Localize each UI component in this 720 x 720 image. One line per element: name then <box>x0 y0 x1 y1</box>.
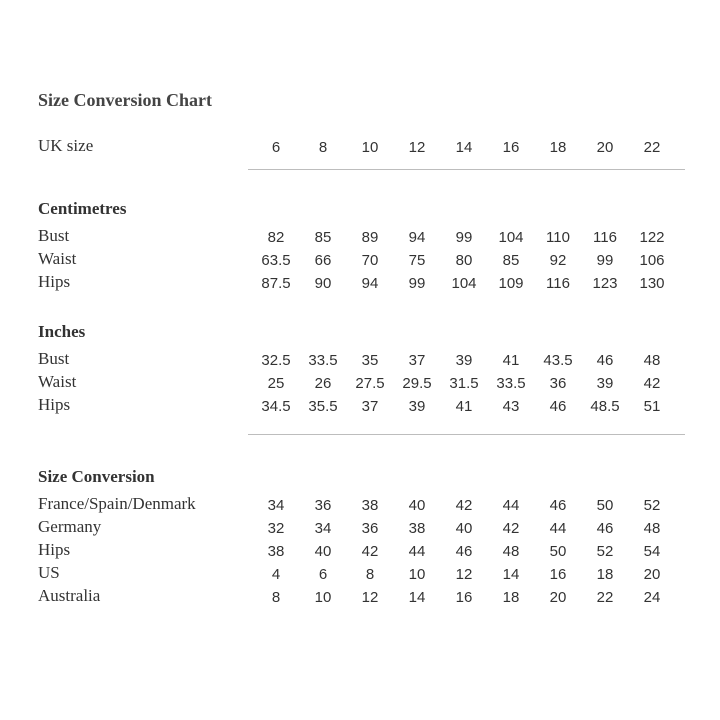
table-cell: 36 <box>314 497 332 514</box>
table-cell: 99 <box>408 275 426 292</box>
table-cell: 46 <box>596 520 614 537</box>
table-cell: 41 <box>502 352 520 369</box>
table-cell: 43.5 <box>543 352 573 369</box>
row-label: Waist <box>38 372 77 391</box>
table-cell: 4 <box>271 566 281 583</box>
table-cell: 8 <box>365 566 375 583</box>
table-row <box>0 494 720 516</box>
row-label: Hips <box>38 395 71 414</box>
table-cell: 70 <box>361 252 379 269</box>
table-cell: 10 <box>408 566 426 583</box>
table-cell: 106 <box>639 252 665 269</box>
table-cell: 22 <box>596 589 614 606</box>
table-cell: 44 <box>549 520 567 537</box>
table-cell: 29.5 <box>402 375 432 392</box>
table-row <box>0 517 720 539</box>
table-cell: 48 <box>643 520 661 537</box>
table-cell: 51 <box>643 398 661 415</box>
table-cell: 94 <box>408 229 426 246</box>
table-cell: 48.5 <box>590 398 620 415</box>
table-cell: 99 <box>455 229 473 246</box>
table-cell: 44 <box>502 497 520 514</box>
row-label: US <box>38 563 60 582</box>
divider <box>248 169 685 170</box>
table-cell: 40 <box>408 497 426 514</box>
table-cell: 75 <box>408 252 426 269</box>
table-cell: 63.5 <box>261 252 291 269</box>
table-cell: 130 <box>639 275 665 292</box>
section-heading-inches: Inches <box>38 322 86 341</box>
table-row <box>0 563 720 585</box>
table-cell: 6 <box>318 566 328 583</box>
table-cell: 38 <box>361 497 379 514</box>
table-cell: 42 <box>455 497 473 514</box>
table-row <box>0 349 720 371</box>
table-cell: 94 <box>361 275 379 292</box>
table-cell: 35 <box>361 352 379 369</box>
table-cell: 10 <box>314 589 332 606</box>
row-label: Bust <box>38 226 70 245</box>
table-cell: 90 <box>314 275 332 292</box>
table-cell: 6 <box>271 139 281 156</box>
table-cell: 33.5 <box>308 352 338 369</box>
table-cell: 14 <box>502 566 520 583</box>
table-cell: 46 <box>596 352 614 369</box>
table-cell: 54 <box>643 543 661 560</box>
table-row <box>0 540 720 562</box>
table-cell: 37 <box>361 398 379 415</box>
table-row <box>0 372 720 394</box>
table-cell: 50 <box>549 543 567 560</box>
row-label: Hips <box>38 540 71 559</box>
table-cell: 34 <box>314 520 332 537</box>
table-cell: 32 <box>267 520 285 537</box>
table-cell: 33.5 <box>496 375 526 392</box>
table-cell: 48 <box>643 352 661 369</box>
table-cell: 39 <box>408 398 426 415</box>
table-cell: 38 <box>267 543 285 560</box>
table-cell: 85 <box>314 229 332 246</box>
table-cell: 24 <box>643 589 661 606</box>
table-cell: 85 <box>502 252 520 269</box>
table-cell: 80 <box>455 252 473 269</box>
table-cell: 16 <box>502 139 520 156</box>
row-label: UK size <box>38 136 94 155</box>
table-cell: 20 <box>549 589 567 606</box>
table-cell: 16 <box>455 589 473 606</box>
table-cell: 46 <box>549 497 567 514</box>
table-cell: 42 <box>502 520 520 537</box>
table-row <box>0 226 720 248</box>
table-cell: 110 <box>546 229 570 246</box>
table-cell: 35.5 <box>308 398 338 415</box>
row-label: Germany <box>38 517 102 536</box>
table-cell: 41 <box>455 398 473 415</box>
table-cell: 34.5 <box>261 398 291 415</box>
table-cell: 8 <box>318 139 328 156</box>
table-cell: 38 <box>408 520 426 537</box>
table-cell: 104 <box>498 229 524 246</box>
table-cell: 8 <box>271 589 281 606</box>
section-heading-centimetres: Centimetres <box>38 199 127 218</box>
table-cell: 12 <box>408 139 426 156</box>
table-cell: 44 <box>408 543 426 560</box>
row-label: Australia <box>38 586 101 605</box>
table-cell: 32.5 <box>261 352 291 369</box>
table-cell: 34 <box>267 497 285 514</box>
table-cell: 42 <box>361 543 379 560</box>
table-cell: 10 <box>361 139 379 156</box>
page-title: Size Conversion Chart <box>38 90 212 110</box>
uk-size-row <box>0 136 720 158</box>
table-cell: 92 <box>549 252 567 269</box>
table-cell: 20 <box>596 139 614 156</box>
table-cell: 26 <box>314 375 332 392</box>
table-cell: 116 <box>593 229 617 246</box>
table-cell: 109 <box>498 275 524 292</box>
table-cell: 66 <box>314 252 332 269</box>
table-cell: 52 <box>643 497 661 514</box>
table-cell: 20 <box>643 566 661 583</box>
table-cell: 22 <box>643 139 661 156</box>
table-cell: 36 <box>549 375 567 392</box>
table-cell: 12 <box>455 566 473 583</box>
table-cell: 40 <box>455 520 473 537</box>
table-cell: 39 <box>455 352 473 369</box>
section-heading-size-conversion: Size Conversion <box>38 467 155 486</box>
table-cell: 18 <box>502 589 520 606</box>
table-cell: 52 <box>596 543 614 560</box>
row-label: Waist <box>38 249 77 268</box>
table-cell: 48 <box>502 543 520 560</box>
table-cell: 42 <box>643 375 661 392</box>
table-row <box>0 395 720 417</box>
divider <box>248 434 685 435</box>
table-cell: 46 <box>549 398 567 415</box>
table-cell: 40 <box>314 543 332 560</box>
table-cell: 99 <box>596 252 614 269</box>
table-cell: 87.5 <box>261 275 291 292</box>
table-row <box>0 249 720 271</box>
table-cell: 12 <box>361 589 379 606</box>
table-cell: 31.5 <box>449 375 479 392</box>
table-cell: 37 <box>408 352 426 369</box>
table-cell: 14 <box>455 139 473 156</box>
table-cell: 18 <box>549 139 567 156</box>
row-label: Hips <box>38 272 71 291</box>
table-cell: 123 <box>592 275 618 292</box>
table-cell: 104 <box>451 275 477 292</box>
table-cell: 116 <box>546 275 570 292</box>
table-cell: 89 <box>361 229 379 246</box>
table-cell: 46 <box>455 543 473 560</box>
table-row <box>0 586 720 608</box>
table-cell: 18 <box>596 566 614 583</box>
table-cell: 27.5 <box>355 375 385 392</box>
table-cell: 82 <box>267 229 285 246</box>
table-cell: 43 <box>502 398 520 415</box>
table-cell: 16 <box>549 566 567 583</box>
table-cell: 122 <box>639 229 665 246</box>
row-label: France/Spain/Denmark <box>38 494 196 513</box>
table-cell: 50 <box>596 497 614 514</box>
table-cell: 36 <box>361 520 379 537</box>
table-cell: 25 <box>267 375 285 392</box>
table-cell: 14 <box>408 589 426 606</box>
table-cell: 39 <box>596 375 614 392</box>
row-label: Bust <box>38 349 70 368</box>
table-row <box>0 272 720 294</box>
